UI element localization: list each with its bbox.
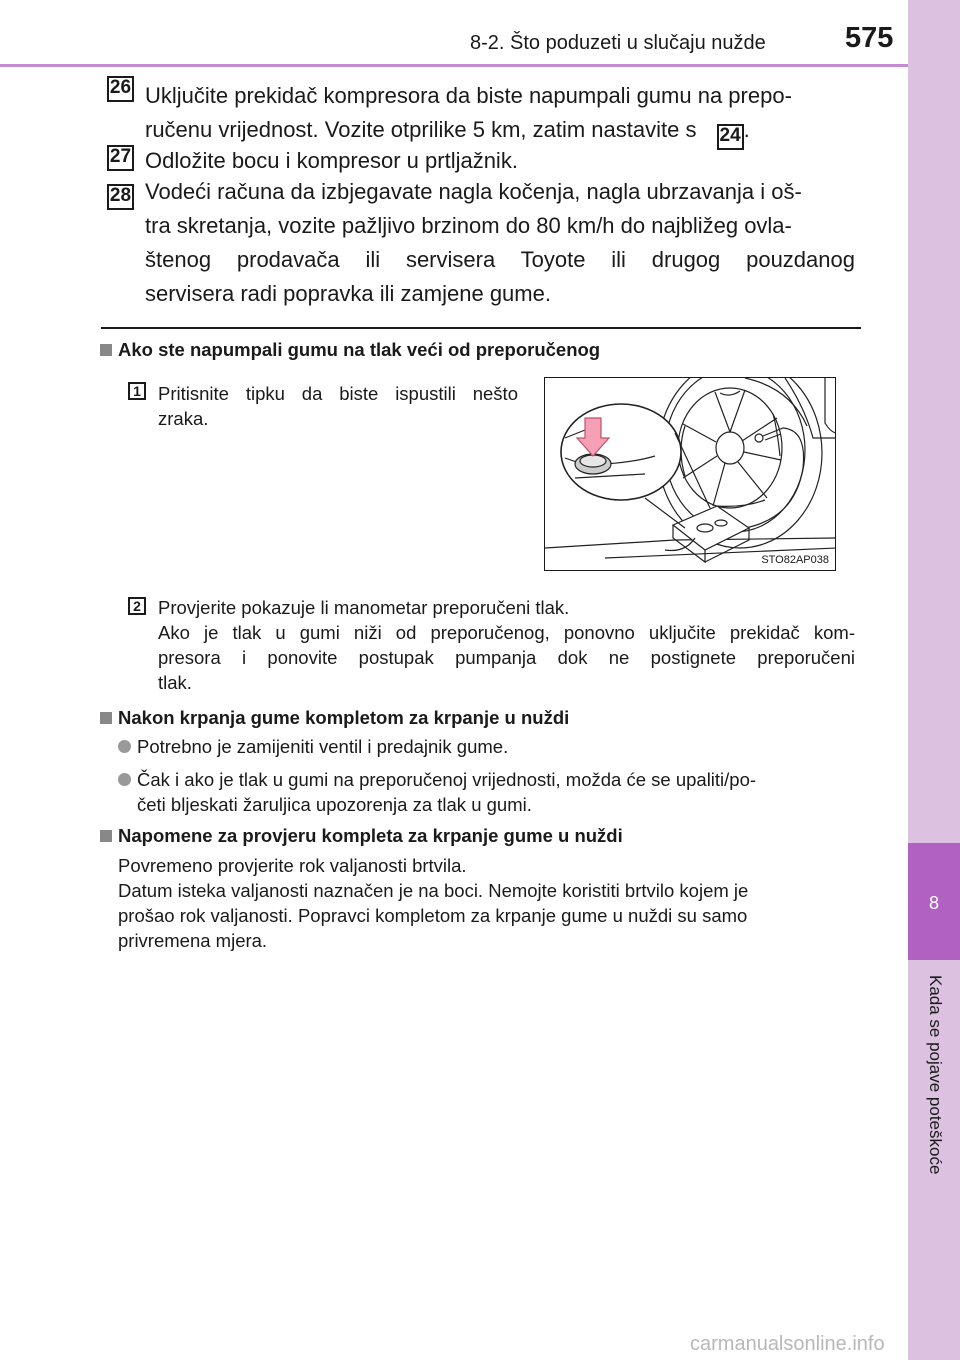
section-title: 8-2. Što poduzeti u slučaju nužde (470, 32, 766, 54)
step-2-line-4: tlak. (158, 672, 192, 693)
step-28-line-3: štenog prodavača ili servisera Toyote ili drugog pouzdanog (145, 247, 855, 272)
step-2-line-3: presora i ponovite postupak pumpanja dok ne postignete preporučeni (158, 647, 855, 668)
step-28-text (145, 175, 855, 311)
step-badge-26: 26 (107, 76, 134, 102)
header-divider (0, 64, 908, 67)
bullet-2-text (137, 767, 857, 817)
step-26-text (145, 79, 855, 150)
heading-marker-3 (100, 830, 112, 842)
section-3-heading: Napomene za provjeru kompleta za krpanje gume u nuždi (118, 825, 623, 846)
step-1-line-2: zraka. (158, 408, 209, 429)
step-1-line-1: Pritisnite tipku da biste ispustili nešto (158, 383, 518, 404)
step-badge-28: 28 (107, 184, 134, 210)
ref-badge-24[interactable]: 24 (717, 124, 744, 150)
bullet-2-line-2: četi bljeskati žaruljica upozorenja za tlak u gumi. (137, 794, 532, 815)
step-28-line-2: tra skretanja, vozite pažljivo brzinom do 80 km/h do najbližeg ovla- (145, 213, 792, 238)
bullet-2-line-1: Čak i ako je tlak u gumi na preporučenoj vrijednosti, možda će se upaliti/po- (137, 769, 757, 790)
tire-compressor-drawing (545, 378, 836, 571)
bullet-1-text (137, 734, 855, 759)
section-3-line-2: Datum isteka valjanosti naznačen je na boci. Nemojte koristiti brtvilo kojem je (118, 880, 749, 901)
watermark: carmanualsonline.info (690, 1333, 885, 1355)
section-divider (101, 327, 861, 329)
step-27-line-1: Odložite bocu i kompresor u prtljažnik. (145, 148, 518, 173)
bullet-1-line-1: Potrebno je zamijeniti ventil i predajnik gume. (137, 736, 509, 757)
step-badge-27: 27 (107, 145, 134, 171)
section-1-heading: Ako ste napumpali gumu na tlak veći od preporučenog (118, 339, 601, 360)
section-3-line-4: privremena mjera. (118, 930, 268, 951)
illustration-tire-compressor (544, 377, 836, 571)
chapter-tab[interactable] (908, 843, 960, 960)
bullet-2 (118, 773, 131, 786)
heading-marker-2 (100, 712, 112, 724)
step-2-line-1: Provjerite pokazuje li manometar preporučeni tlak. (158, 597, 570, 618)
step-1-text (158, 381, 518, 431)
step-badge-1: 1 (128, 382, 146, 400)
step-27-text (145, 144, 855, 178)
section-3-text (118, 853, 858, 953)
chapter-title: Kada se pojave poteškoće (926, 975, 945, 1175)
step-2-text (158, 595, 855, 695)
heading-marker-1 (100, 344, 112, 356)
section-3-line-3: prošao rok valjanosti. Popravci kompletom za krpanje gume u nuždi su samo (118, 905, 748, 926)
step-26-line-1: Uključite prekidač kompresora da biste napumpali gumu na prepo- (145, 83, 792, 108)
section-2-heading: Nakon krpanja gume kompletom za krpanje u nuždi (118, 707, 570, 728)
chapter-number: 8 (928, 893, 939, 913)
side-tab-top (908, 0, 960, 843)
figure-code: STO82AP038 (761, 554, 829, 566)
page-number: 575 (845, 22, 894, 54)
step-28-line-4: servisera radi popravka ili zamjene gume. (145, 281, 551, 306)
step-28-line-1: Vodeći računa da izbjegavate nagla kočenja, nagla ubrzavanja i oš- (145, 179, 802, 204)
bullet-1 (118, 740, 131, 753)
step-26-line-2: ručenu vrijednost. Vozite otprilike 5 km, zatim nastavite s 24 . (145, 113, 855, 150)
step-badge-2: 2 (128, 597, 146, 615)
step-2-line-2: Ako je tlak u gumi niži od preporučenog, ponovno uključite prekidač kom- (158, 622, 855, 643)
section-3-line-1: Povremeno provjerite rok valjanosti brtvila. (118, 855, 467, 876)
